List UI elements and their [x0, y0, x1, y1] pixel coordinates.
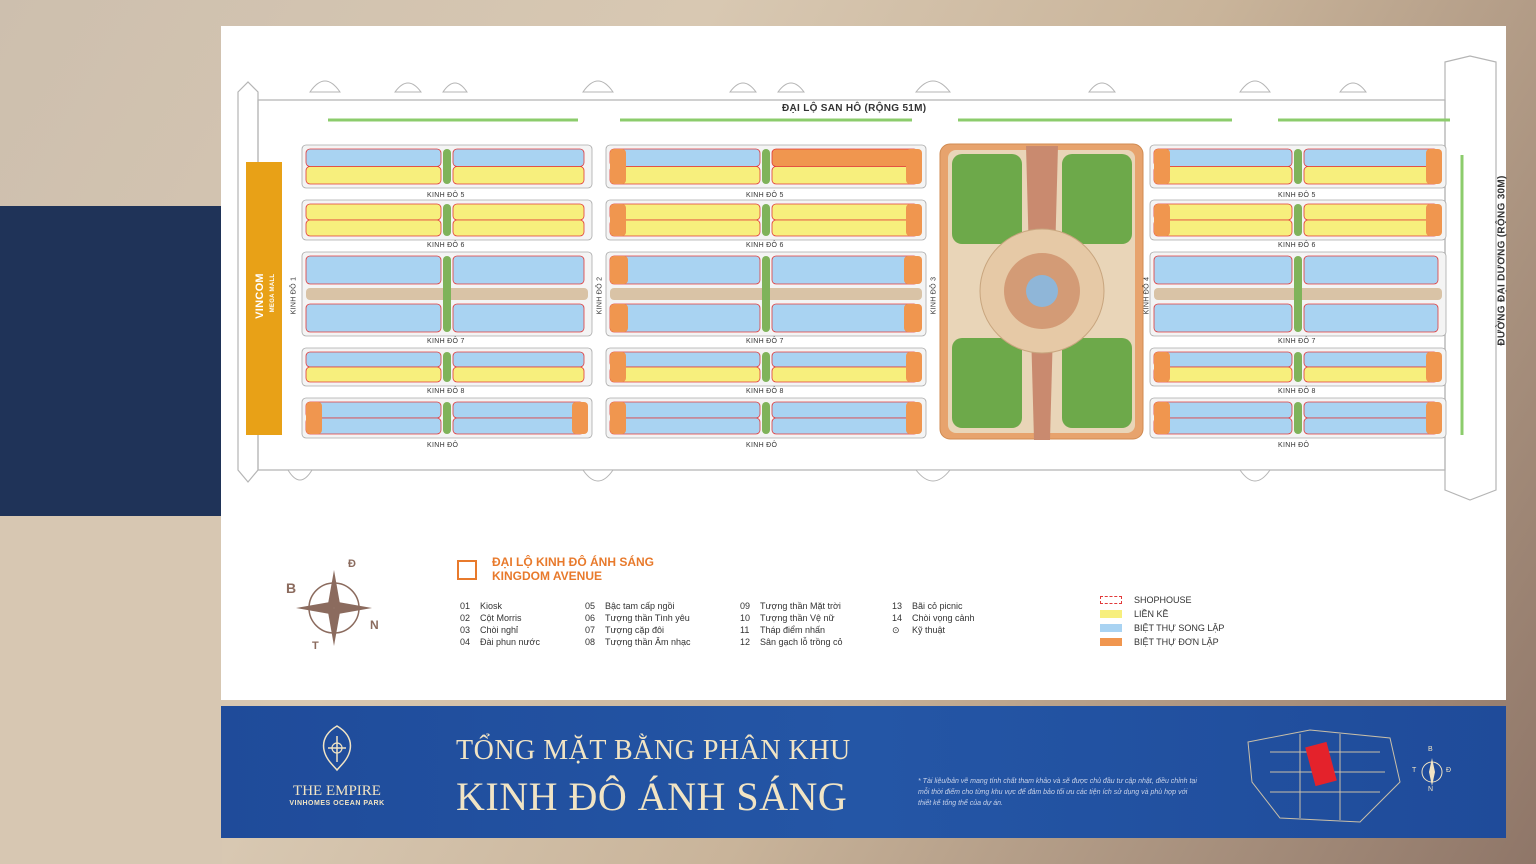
legend-item	[460, 624, 540, 636]
green-divider	[1294, 402, 1302, 434]
legend-item	[740, 624, 843, 636]
unit-strip	[306, 220, 441, 236]
street-label: KINH ĐÔ 6	[1278, 242, 1316, 249]
legend-column-2	[585, 600, 690, 648]
legend-item	[460, 636, 540, 648]
legend-item-number: 02	[460, 613, 471, 623]
green-divider	[443, 204, 451, 236]
legend-item	[585, 636, 690, 648]
legend-item-label: Bậc tam cấp ngồi	[605, 601, 675, 611]
unit-end	[1426, 352, 1442, 382]
unit-end	[904, 256, 922, 284]
green-divider	[762, 149, 770, 184]
unit-strip	[1154, 402, 1292, 418]
mall-label: VINCOM	[254, 273, 266, 319]
right-road-label: ĐƯỜNG ĐẠI DƯƠNG (RỘNG 30M)	[1496, 175, 1508, 346]
green-divider	[762, 402, 770, 434]
unit-strip	[306, 402, 441, 418]
mini-compass-n: B	[1428, 746, 1433, 753]
unit-strip	[306, 204, 441, 220]
top-road-label: ĐẠI LỘ SAN HÔ (RỘNG 51M)	[782, 103, 927, 114]
unit-strip	[306, 352, 441, 367]
unit-end	[906, 402, 922, 434]
legend-item-number: 07	[585, 625, 596, 635]
unit-end	[610, 256, 628, 284]
unit-strip	[772, 367, 918, 382]
unit-end	[572, 402, 588, 434]
unit-type-swatch	[1100, 596, 1122, 604]
legend-item-label: Tượng thần Mặt trời	[760, 601, 841, 611]
green-divider	[1294, 352, 1302, 382]
unit-end	[306, 402, 322, 434]
brand-name: THE EMPIRE	[293, 783, 381, 799]
legend-item-number: 05	[585, 601, 596, 611]
legend-item-label: Tháp điểm nhấn	[760, 625, 826, 635]
unit-strip	[1154, 204, 1292, 220]
legend-item-number: 10	[740, 613, 751, 623]
legend-item-number: 01	[460, 601, 471, 611]
unit-end	[1154, 204, 1170, 236]
unit-strip	[1154, 220, 1292, 236]
legend-title	[492, 555, 654, 583]
legend-item-label: Bãi cỏ picnic	[912, 601, 963, 611]
street-label: KINH ĐÔ 8	[746, 388, 784, 395]
compass-west: B	[286, 580, 297, 596]
unit-strip	[610, 418, 760, 434]
unit-end	[1426, 149, 1442, 184]
unit-strip	[772, 352, 918, 367]
legend-item-number: 13	[892, 601, 903, 611]
legend-item	[740, 612, 843, 624]
banner-title-line2: KINH ĐÔ ÁNH SÁNG	[456, 774, 848, 819]
unit-strip	[1304, 402, 1438, 418]
legend-item-number: 11	[740, 625, 750, 635]
unit-strip	[453, 204, 584, 220]
unit-end	[1154, 402, 1170, 434]
legend-item-label: Tượng thần Âm nhạc	[605, 637, 691, 647]
unit-end	[610, 149, 626, 184]
legend-item-label: Kiosk	[480, 601, 503, 611]
unit-strip	[610, 220, 760, 236]
green-divider	[1294, 256, 1302, 332]
green-divider	[762, 204, 770, 236]
legend-item-number: 08	[585, 637, 596, 647]
unit-strip	[306, 418, 441, 434]
housing-blocks	[302, 145, 1446, 438]
column-street-label: KINH ĐÔ 1	[290, 276, 298, 315]
legend-title-en: KINGDOM AVENUE	[492, 569, 603, 583]
mall-sublabel: MEGA MALL	[270, 273, 276, 313]
unit-end	[610, 204, 626, 236]
unit-strip	[1154, 418, 1292, 434]
compass-south: T	[312, 640, 319, 652]
legend-item	[460, 612, 540, 624]
legend-item	[740, 636, 843, 648]
street-label: KINH ĐÔ	[746, 442, 778, 449]
legend-item-label: Chòi vọng cảnh	[912, 613, 975, 623]
brand-sub: VINHOMES OCEAN PARK	[289, 800, 385, 807]
unit-strip	[1304, 256, 1438, 284]
legend-item-label: Tượng thần Tình yêu	[605, 613, 690, 623]
mini-compass-e: Đ	[1446, 767, 1452, 774]
street-label: KINH ĐÔ 6	[746, 242, 784, 249]
crest-icon	[312, 722, 362, 774]
unit-end	[1154, 352, 1170, 382]
unit-strip	[772, 149, 918, 167]
legend-item	[892, 612, 975, 624]
unit-strip	[1304, 418, 1438, 434]
legend-item-number: 06	[585, 613, 596, 623]
mini-compass-s: N	[1428, 786, 1434, 793]
unit-strip	[1154, 256, 1292, 284]
unit-strip	[1154, 304, 1292, 332]
green-divider	[762, 256, 770, 332]
legend-item-label: Tượng thần Vệ nữ	[760, 613, 835, 623]
street-label: KINH ĐÔ 5	[746, 192, 784, 199]
disclaimer-note: * Tài liệu/bản vẽ mang tính chất tham khảo và sẽ được chủ đầu tư cập nhật, điều chỉnh tại mỗi thời điểm cho từng khu vực để đảm bảo tối ưu các tiện ích sử dụng và phù hợp với thiết kế tổng thể của dự án.	[918, 778, 1197, 807]
unit-strip	[1154, 149, 1292, 167]
unit-strip	[453, 418, 584, 434]
green-divider	[443, 402, 451, 434]
street-label: KINH ĐÔ 7	[746, 338, 784, 345]
compass	[284, 560, 384, 650]
legend-item-label: Cột Morris	[480, 613, 522, 623]
unit-strip	[306, 367, 441, 382]
unit-strip	[453, 352, 584, 367]
legend-item	[892, 600, 975, 612]
legend-item-label: Kỹ thuật	[912, 625, 946, 635]
legend-item-number: 09	[740, 601, 751, 611]
legend-item-number: 12	[740, 637, 751, 647]
brand-logo	[282, 722, 392, 822]
unit-type-item	[1100, 635, 1224, 649]
legend-item	[740, 600, 843, 612]
green-divider	[443, 256, 451, 332]
unit-strip	[453, 304, 584, 332]
unit-type-swatch	[1100, 610, 1122, 618]
unit-type-item	[1100, 593, 1224, 607]
street-label: KINH ĐÔ 8	[427, 388, 465, 395]
unit-strip	[1304, 204, 1438, 220]
column-street-label: KINH ĐÔ 2	[596, 276, 604, 315]
column-street-label: KINH ĐÔ 4	[1143, 276, 1151, 315]
unit-type-swatch	[1100, 624, 1122, 632]
unit-strip	[1304, 304, 1438, 332]
unit-strip	[306, 304, 441, 332]
unit-strip	[610, 256, 760, 284]
legend-column-3	[740, 600, 843, 648]
location-minimap	[1240, 722, 1460, 830]
legend-item-number: 03	[460, 625, 471, 635]
legend-column-1	[460, 600, 540, 648]
unit-strip	[772, 418, 918, 434]
unit-strip	[1304, 352, 1438, 367]
unit-strip	[453, 149, 584, 167]
banner-title-line1: TỔNG MẶT BẰNG PHÂN KHU	[456, 735, 851, 766]
unit-type-label: BIỆT THỰ ĐƠN LẬP	[1134, 637, 1219, 647]
legend-item	[585, 600, 690, 612]
unit-end	[610, 304, 628, 332]
unit-type-swatch	[1100, 638, 1122, 646]
unit-strip	[453, 367, 584, 382]
legend-item	[460, 600, 540, 612]
unit-end	[906, 204, 922, 236]
mini-compass-w: T	[1412, 767, 1417, 774]
unit-strip	[772, 256, 918, 284]
unit-end	[610, 352, 626, 382]
unit-end	[906, 149, 922, 184]
unit-end	[906, 352, 922, 382]
street-label: KINH ĐÔ	[1278, 442, 1310, 449]
unit-strip	[1154, 367, 1292, 382]
unit-strip	[1304, 367, 1438, 382]
compass-east: N	[370, 618, 379, 632]
unit-end	[610, 402, 626, 434]
unit-end	[1426, 402, 1442, 434]
unit-end	[1154, 149, 1170, 184]
unit-strip	[453, 220, 584, 236]
green-divider	[762, 352, 770, 382]
legend-item-label: Sân gạch lỗ trồng cỏ	[760, 637, 843, 647]
unit-type-label: LIỀN KỀ	[1134, 609, 1169, 619]
compass-north: Đ	[348, 558, 356, 570]
column-street-label: KINH ĐÔ 3	[930, 276, 938, 315]
legend-item-label: Đài phun nước	[480, 637, 540, 647]
unit-type-legend	[1100, 593, 1224, 649]
unit-strip	[772, 167, 918, 185]
legend-item-label: Tượng cặp đôi	[605, 625, 664, 635]
legend-item-label: Chòi nghỉ	[480, 625, 519, 635]
unit-strip	[610, 402, 760, 418]
unit-strip	[610, 304, 760, 332]
unit-strip	[1304, 149, 1438, 167]
unit-strip	[1304, 167, 1438, 185]
street-label: KINH ĐÔ 5	[427, 192, 465, 199]
street-label: KINH ĐÔ	[427, 442, 459, 449]
central-park	[940, 144, 1143, 440]
unit-end	[1426, 204, 1442, 236]
unit-strip	[610, 149, 760, 167]
unit-type-item	[1100, 607, 1224, 621]
unit-strip	[1154, 167, 1292, 185]
unit-end	[904, 304, 922, 332]
green-divider	[443, 352, 451, 382]
green-divider	[1294, 149, 1302, 184]
unit-strip	[610, 352, 760, 367]
unit-type-label: BIỆT THỰ SONG LẬP	[1134, 623, 1225, 633]
unit-strip	[453, 167, 584, 185]
green-divider	[1294, 204, 1302, 236]
legend-item	[585, 624, 690, 636]
unit-strip	[610, 367, 760, 382]
unit-strip	[610, 204, 760, 220]
unit-strip	[1154, 352, 1292, 367]
unit-strip	[306, 256, 441, 284]
unit-strip	[772, 220, 918, 236]
unit-type-label: SHOPHOUSE	[1134, 595, 1192, 605]
street-label: KINH ĐÔ 5	[1278, 192, 1316, 199]
unit-strip	[610, 167, 760, 185]
unit-strip	[772, 304, 918, 332]
legend-column-4	[892, 600, 975, 636]
legend-title-vi: ĐẠI LỘ KINH ĐÔ ÁNH SÁNG	[492, 555, 654, 569]
legend-item	[585, 612, 690, 624]
legend-item-number: 04	[460, 637, 471, 647]
street-label: KINH ĐÔ 8	[1278, 388, 1316, 395]
street-label: KINH ĐÔ 7	[1278, 338, 1316, 345]
legend-item-number: 14	[892, 613, 903, 623]
unit-strip	[306, 149, 441, 167]
unit-strip	[1304, 220, 1438, 236]
legend-item	[892, 624, 975, 636]
kingdom-avenue-swatch	[457, 560, 477, 580]
unit-strip	[306, 167, 441, 185]
unit-strip	[453, 402, 584, 418]
unit-strip	[772, 402, 918, 418]
street-label: KINH ĐÔ 7	[427, 338, 465, 345]
green-divider	[443, 149, 451, 184]
street-label: KINH ĐÔ 6	[427, 242, 465, 249]
unit-type-item	[1100, 621, 1224, 635]
unit-strip	[772, 204, 918, 220]
legend-item-number: ⊙	[892, 625, 900, 635]
unit-strip	[453, 256, 584, 284]
